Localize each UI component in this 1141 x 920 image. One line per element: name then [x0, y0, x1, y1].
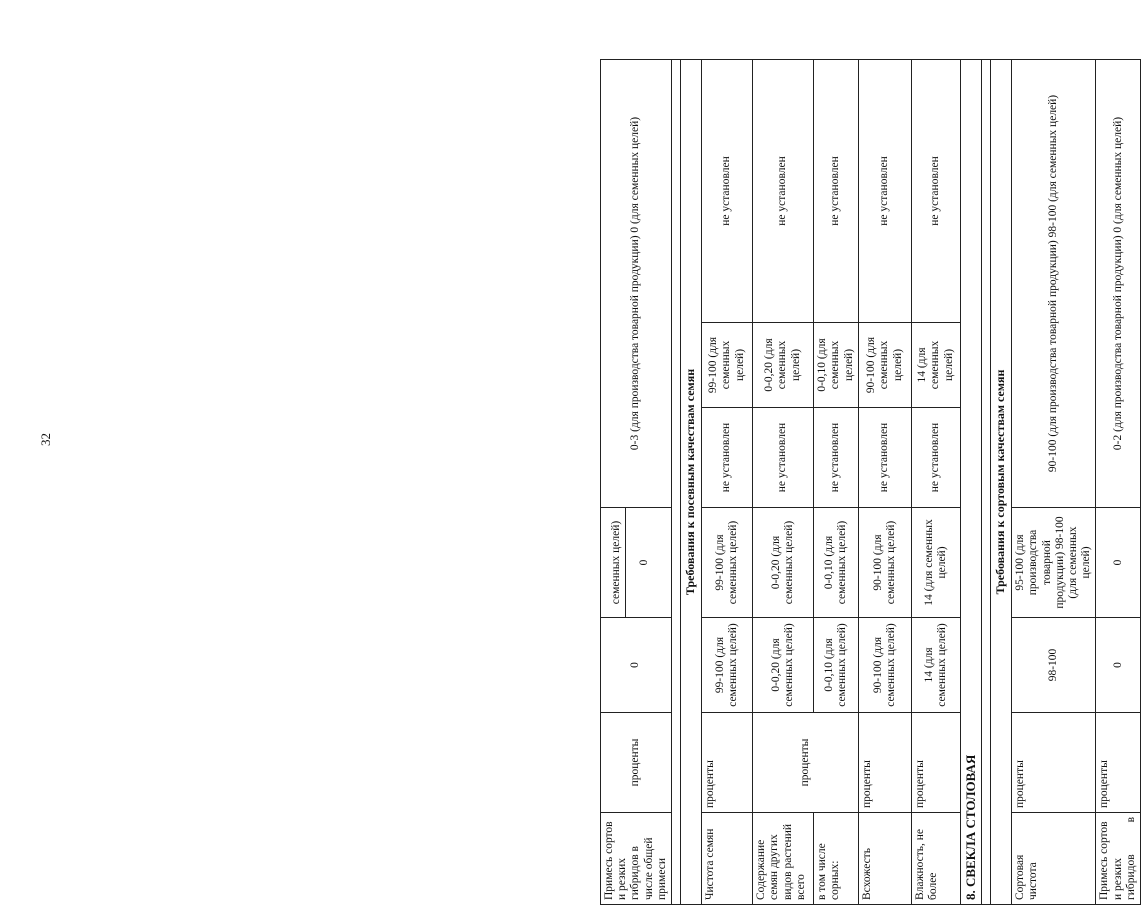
- cell-value: 90-100 (для семенных целей): [859, 618, 912, 713]
- cell-value: не установлен: [702, 408, 753, 508]
- cell-value: 99-100 (для семенных целей): [702, 508, 753, 618]
- cell-value: [601, 508, 672, 618]
- table-row: [1012, 59, 1096, 904]
- cell-value: 0-0,10 (для семенных целей): [814, 508, 859, 618]
- cell-param: в том числе сорных:: [814, 813, 859, 905]
- cell-value: не установлен: [859, 59, 912, 322]
- rotated-table-page: [600, 60, 1137, 905]
- cell-unit: проценты: [702, 713, 753, 813]
- cell-param: Содержание семян других видов растений всего: [753, 813, 814, 905]
- cell-value: 98-100: [1012, 618, 1096, 713]
- seed-requirements-table: [600, 59, 1141, 905]
- cell-value: 90-100 (для семенных целей): [859, 508, 912, 618]
- cell-value: не установлен: [753, 408, 814, 508]
- cell-value-text: 0: [637, 559, 650, 566]
- cell-value: 99-100 (для семенных целей): [702, 618, 753, 713]
- cell-value: не установлен: [859, 408, 912, 508]
- cell-value: не установлен: [702, 59, 753, 322]
- cell-unit: проценты: [912, 713, 961, 813]
- cell-value: не установлен: [912, 59, 961, 322]
- cell-value: 99-100 (для семенных целей): [702, 323, 753, 408]
- cell-unit: проценты: [859, 713, 912, 813]
- cell-param: Чистота семян: [702, 813, 753, 905]
- cell-value: 14 (для семенных целей): [912, 618, 961, 713]
- cell-value: 0-0,10 (для семенных целей): [814, 618, 859, 713]
- cell-value: не установлен: [814, 59, 859, 322]
- section-title: 8. СВЕКЛА СТОЛОВАЯ: [961, 59, 982, 904]
- section-header: Требования к посевным качествам семян: [681, 59, 702, 904]
- cell-unit: проценты: [753, 713, 859, 813]
- cell-param: Примесь сортов и резких гибридов в числе общей примеси: [601, 813, 672, 905]
- cell-value: 90-100 (для производства товарной продукции) 98-100 (для семенных целей): [1012, 59, 1096, 507]
- spacer-row: [672, 59, 681, 904]
- table-row: [601, 59, 672, 904]
- page-number: 32: [38, 433, 53, 446]
- cell-value: 0-0,20 (для семенных целей): [753, 323, 814, 408]
- cell-value: 14 (для семенных целей): [912, 323, 961, 408]
- cell-value: не установлен: [912, 408, 961, 508]
- table-row: [753, 59, 814, 904]
- cell-value: 90-100 (для семенных целей): [859, 323, 912, 408]
- cell-unit: проценты: [1096, 713, 1141, 813]
- cell-param: Сортовая чистота: [1012, 813, 1096, 905]
- cell-value: 95-100 (для производства товарной продукции) 98-100 (для семенных целей): [1012, 508, 1096, 618]
- cell-value: 0: [1096, 618, 1141, 713]
- cell-param: Влажность, не более: [912, 813, 961, 905]
- cell-continuation: семенных целей): [609, 508, 625, 617]
- table-row: [702, 59, 753, 904]
- table-row: [912, 59, 961, 904]
- spacer-row: [982, 59, 991, 904]
- cell-value: 0-3 (для производства товарной продукции) 0 (для семенных целей): [601, 59, 672, 507]
- cell-value: не установлен: [814, 408, 859, 508]
- cell-unit: проценты: [1012, 713, 1096, 813]
- cell-value: 0: [601, 618, 672, 713]
- cell-value: не установлен: [753, 59, 814, 322]
- cell-value: 0: [1096, 508, 1141, 618]
- cell-value: 0-0,20 (для семенных целей): [753, 618, 814, 713]
- cell-value: 0-0,10 (для семенных целей): [814, 323, 859, 408]
- table-row: [859, 59, 912, 904]
- cell-value: 0-2 (для производства товарной продукции) 0 (для семенных целей): [1096, 59, 1141, 507]
- table-row: [1096, 59, 1141, 904]
- cell-value: 0-0,20 (для семенных целей): [753, 508, 814, 618]
- cell-value: 14 (для семенных целей): [912, 508, 961, 618]
- cell-unit: проценты: [601, 713, 672, 813]
- cell-param: Всхожесть: [859, 813, 912, 905]
- section-header: Требования к сортовым качествам семян: [991, 59, 1012, 904]
- cell-param: Примесь сортов и резких гибридов в: [1096, 813, 1141, 905]
